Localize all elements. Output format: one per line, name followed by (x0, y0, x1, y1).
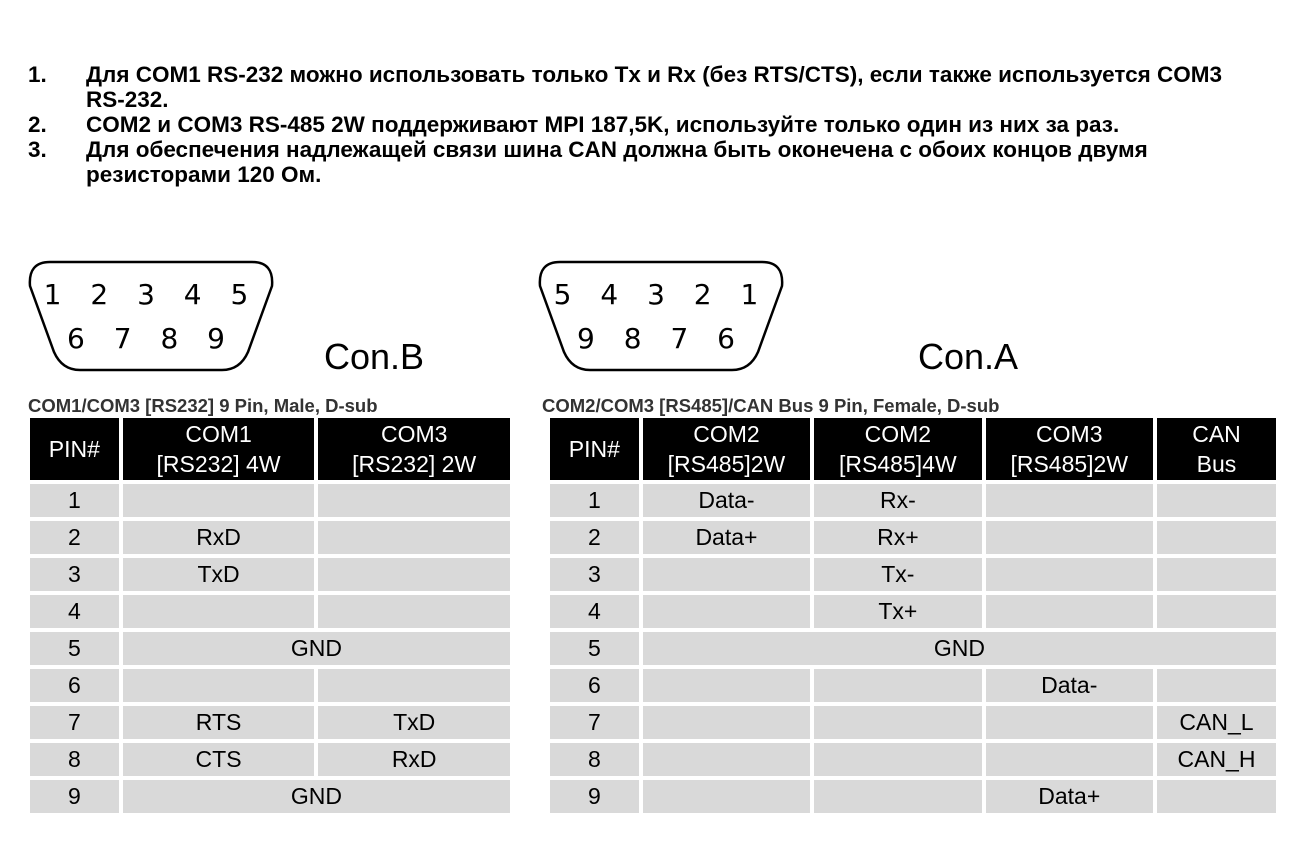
merged-cell: GND (123, 780, 510, 813)
com2-4w-cell: Tx+ (814, 595, 981, 628)
com3-2w-cell (986, 595, 1153, 628)
pin-cell: 4 (30, 595, 119, 628)
table-row (30, 780, 510, 813)
pin-cell: 2 (30, 521, 119, 554)
com3-2w-cell: Data- (986, 669, 1153, 702)
table-row (30, 484, 510, 517)
com3-2w-cell (986, 484, 1153, 517)
com2-4w-cell (814, 780, 981, 813)
con-b-pinout-table (26, 414, 514, 817)
header-com2-4w (814, 418, 981, 480)
com3-cell (318, 595, 510, 628)
con-b-label: Con.B (324, 336, 425, 377)
com2-2w-cell: Data+ (643, 521, 810, 554)
com2-4w-cell (814, 669, 981, 702)
con-a-pinout-table (546, 414, 1280, 817)
table-row (550, 780, 1276, 813)
pin-cell: 5 (30, 632, 119, 665)
can-bus-cell (1157, 780, 1276, 813)
com2-2w-cell (643, 595, 810, 628)
dsub-outline (536, 256, 786, 376)
header-label: PIN# (568, 436, 620, 462)
com3-2w-cell (986, 706, 1153, 739)
com3-cell (318, 558, 510, 591)
table-header-row (30, 418, 510, 480)
can-bus-cell (1157, 669, 1276, 702)
com2-2w-cell (643, 669, 810, 702)
com1-cell: RTS (123, 706, 315, 739)
pin-row-top: 1 2 3 4 5 (43, 278, 259, 311)
table-row (550, 484, 1276, 517)
con-a-caption: COM2/COM3 [RS485]/CAN Bus 9 Pin, Female, D-sub (542, 395, 1000, 416)
header-can-bus (1157, 418, 1276, 480)
merged-cell: GND (643, 632, 1276, 665)
table-header-row (550, 418, 1276, 480)
table-row (30, 632, 510, 665)
com3-cell (318, 669, 510, 702)
pin-cell: 9 (550, 780, 639, 813)
header-com3-2w (986, 418, 1153, 480)
dsub-outline (26, 256, 276, 376)
header-label: COM2 [RS485]4W (839, 421, 957, 477)
header-pin (30, 418, 119, 480)
note-number: 3. (28, 137, 47, 162)
com2-2w-cell (643, 780, 810, 813)
pin-cell: 1 (30, 484, 119, 517)
merged-cell: GND (123, 632, 510, 665)
com3-2w-cell (986, 521, 1153, 554)
header-com1 (123, 418, 315, 480)
can-bus-cell (1157, 521, 1276, 554)
table-row (550, 632, 1276, 665)
com1-cell: TxD (123, 558, 315, 591)
com1-cell (123, 669, 315, 702)
note-text: COM2 и COM3 RS-485 2W поддерживают MPI 187,5K, используйте только один из них за раз. (86, 112, 1120, 137)
header-label: COM3 [RS232] 2W (352, 421, 477, 477)
table-row (550, 743, 1276, 776)
com3-cell: RxD (318, 743, 510, 776)
header-com3 (318, 418, 510, 480)
table-row (30, 558, 510, 591)
com2-2w-cell (643, 706, 810, 739)
con-b-connector-diagram (26, 256, 276, 376)
pin-cell: 6 (30, 669, 119, 702)
table-row (550, 558, 1276, 591)
com2-2w-cell (643, 743, 810, 776)
note-item (28, 112, 1258, 137)
com2-4w-cell (814, 743, 981, 776)
header-label: COM3 [RS485]2W (1010, 421, 1129, 477)
pin-cell: 7 (30, 706, 119, 739)
note-number: 2. (28, 112, 47, 137)
pin-cell: 8 (30, 743, 119, 776)
com3-2w-cell (986, 558, 1153, 591)
table-row (550, 521, 1276, 554)
pin-row-top: 5 4 3 2 1 (553, 278, 769, 311)
com2-2w-cell (643, 558, 810, 591)
table-row (30, 595, 510, 628)
header-label: CAN Bus (1192, 421, 1241, 477)
pin-cell: 3 (550, 558, 639, 591)
pin-cell: 7 (550, 706, 639, 739)
com3-2w-cell: Data+ (986, 780, 1153, 813)
com1-cell: CTS (123, 743, 315, 776)
note-text: Для COM1 RS-232 можно использовать только Tx и Rx (без RTS/CTS), если также используется COM3 RS-232. (86, 62, 1223, 112)
notes-list (28, 62, 1258, 187)
con-a-label: Con.A (918, 336, 1019, 377)
table-row (550, 595, 1276, 628)
com2-4w-cell: Rx+ (814, 521, 981, 554)
note-number: 1. (28, 62, 47, 87)
com3-cell (318, 484, 510, 517)
note-item (28, 62, 1258, 112)
can-bus-cell (1157, 558, 1276, 591)
pin-row-bottom: 6 7 8 9 (67, 322, 235, 355)
table-row (550, 706, 1276, 739)
pin-cell: 4 (550, 595, 639, 628)
table-row (550, 669, 1276, 702)
pin-cell: 8 (550, 743, 639, 776)
com3-cell: TxD (318, 706, 510, 739)
pin-cell: 3 (30, 558, 119, 591)
can-bus-cell: CAN_H (1157, 743, 1276, 776)
table-row (30, 669, 510, 702)
com2-4w-cell (814, 706, 981, 739)
com1-cell: RxD (123, 521, 315, 554)
table-row (30, 743, 510, 776)
com2-4w-cell: Tx- (814, 558, 981, 591)
header-pin (550, 418, 639, 480)
com3-cell (318, 521, 510, 554)
table-row (30, 706, 510, 739)
com2-2w-cell: Data- (643, 484, 810, 517)
can-bus-cell (1157, 595, 1276, 628)
note-text: Для обеспечения надлежащей связи шина CAN должна быть оконечена с обоих концов двумя резисторами 120 Ом. (86, 137, 1148, 187)
pin-cell: 9 (30, 780, 119, 813)
header-label: COM2 [RS485]2W (667, 421, 786, 477)
can-bus-cell: CAN_L (1157, 706, 1276, 739)
can-bus-cell (1157, 484, 1276, 517)
header-com2-2w (643, 418, 810, 480)
pin-cell: 1 (550, 484, 639, 517)
table-row (30, 521, 510, 554)
con-a-connector-diagram (536, 256, 786, 376)
pin-cell: 5 (550, 632, 639, 665)
pin-cell: 6 (550, 669, 639, 702)
pin-row-bottom: 9 8 7 6 (577, 322, 745, 355)
header-label: PIN# (48, 436, 100, 462)
com3-2w-cell (986, 743, 1153, 776)
note-item (28, 137, 1258, 187)
pin-cell: 2 (550, 521, 639, 554)
header-label: COM1 [RS232] 4W (156, 421, 281, 477)
com2-4w-cell: Rx- (814, 484, 981, 517)
com1-cell (123, 595, 315, 628)
com1-cell (123, 484, 315, 517)
con-b-caption: COM1/COM3 [RS232] 9 Pin, Male, D-sub (28, 395, 378, 416)
